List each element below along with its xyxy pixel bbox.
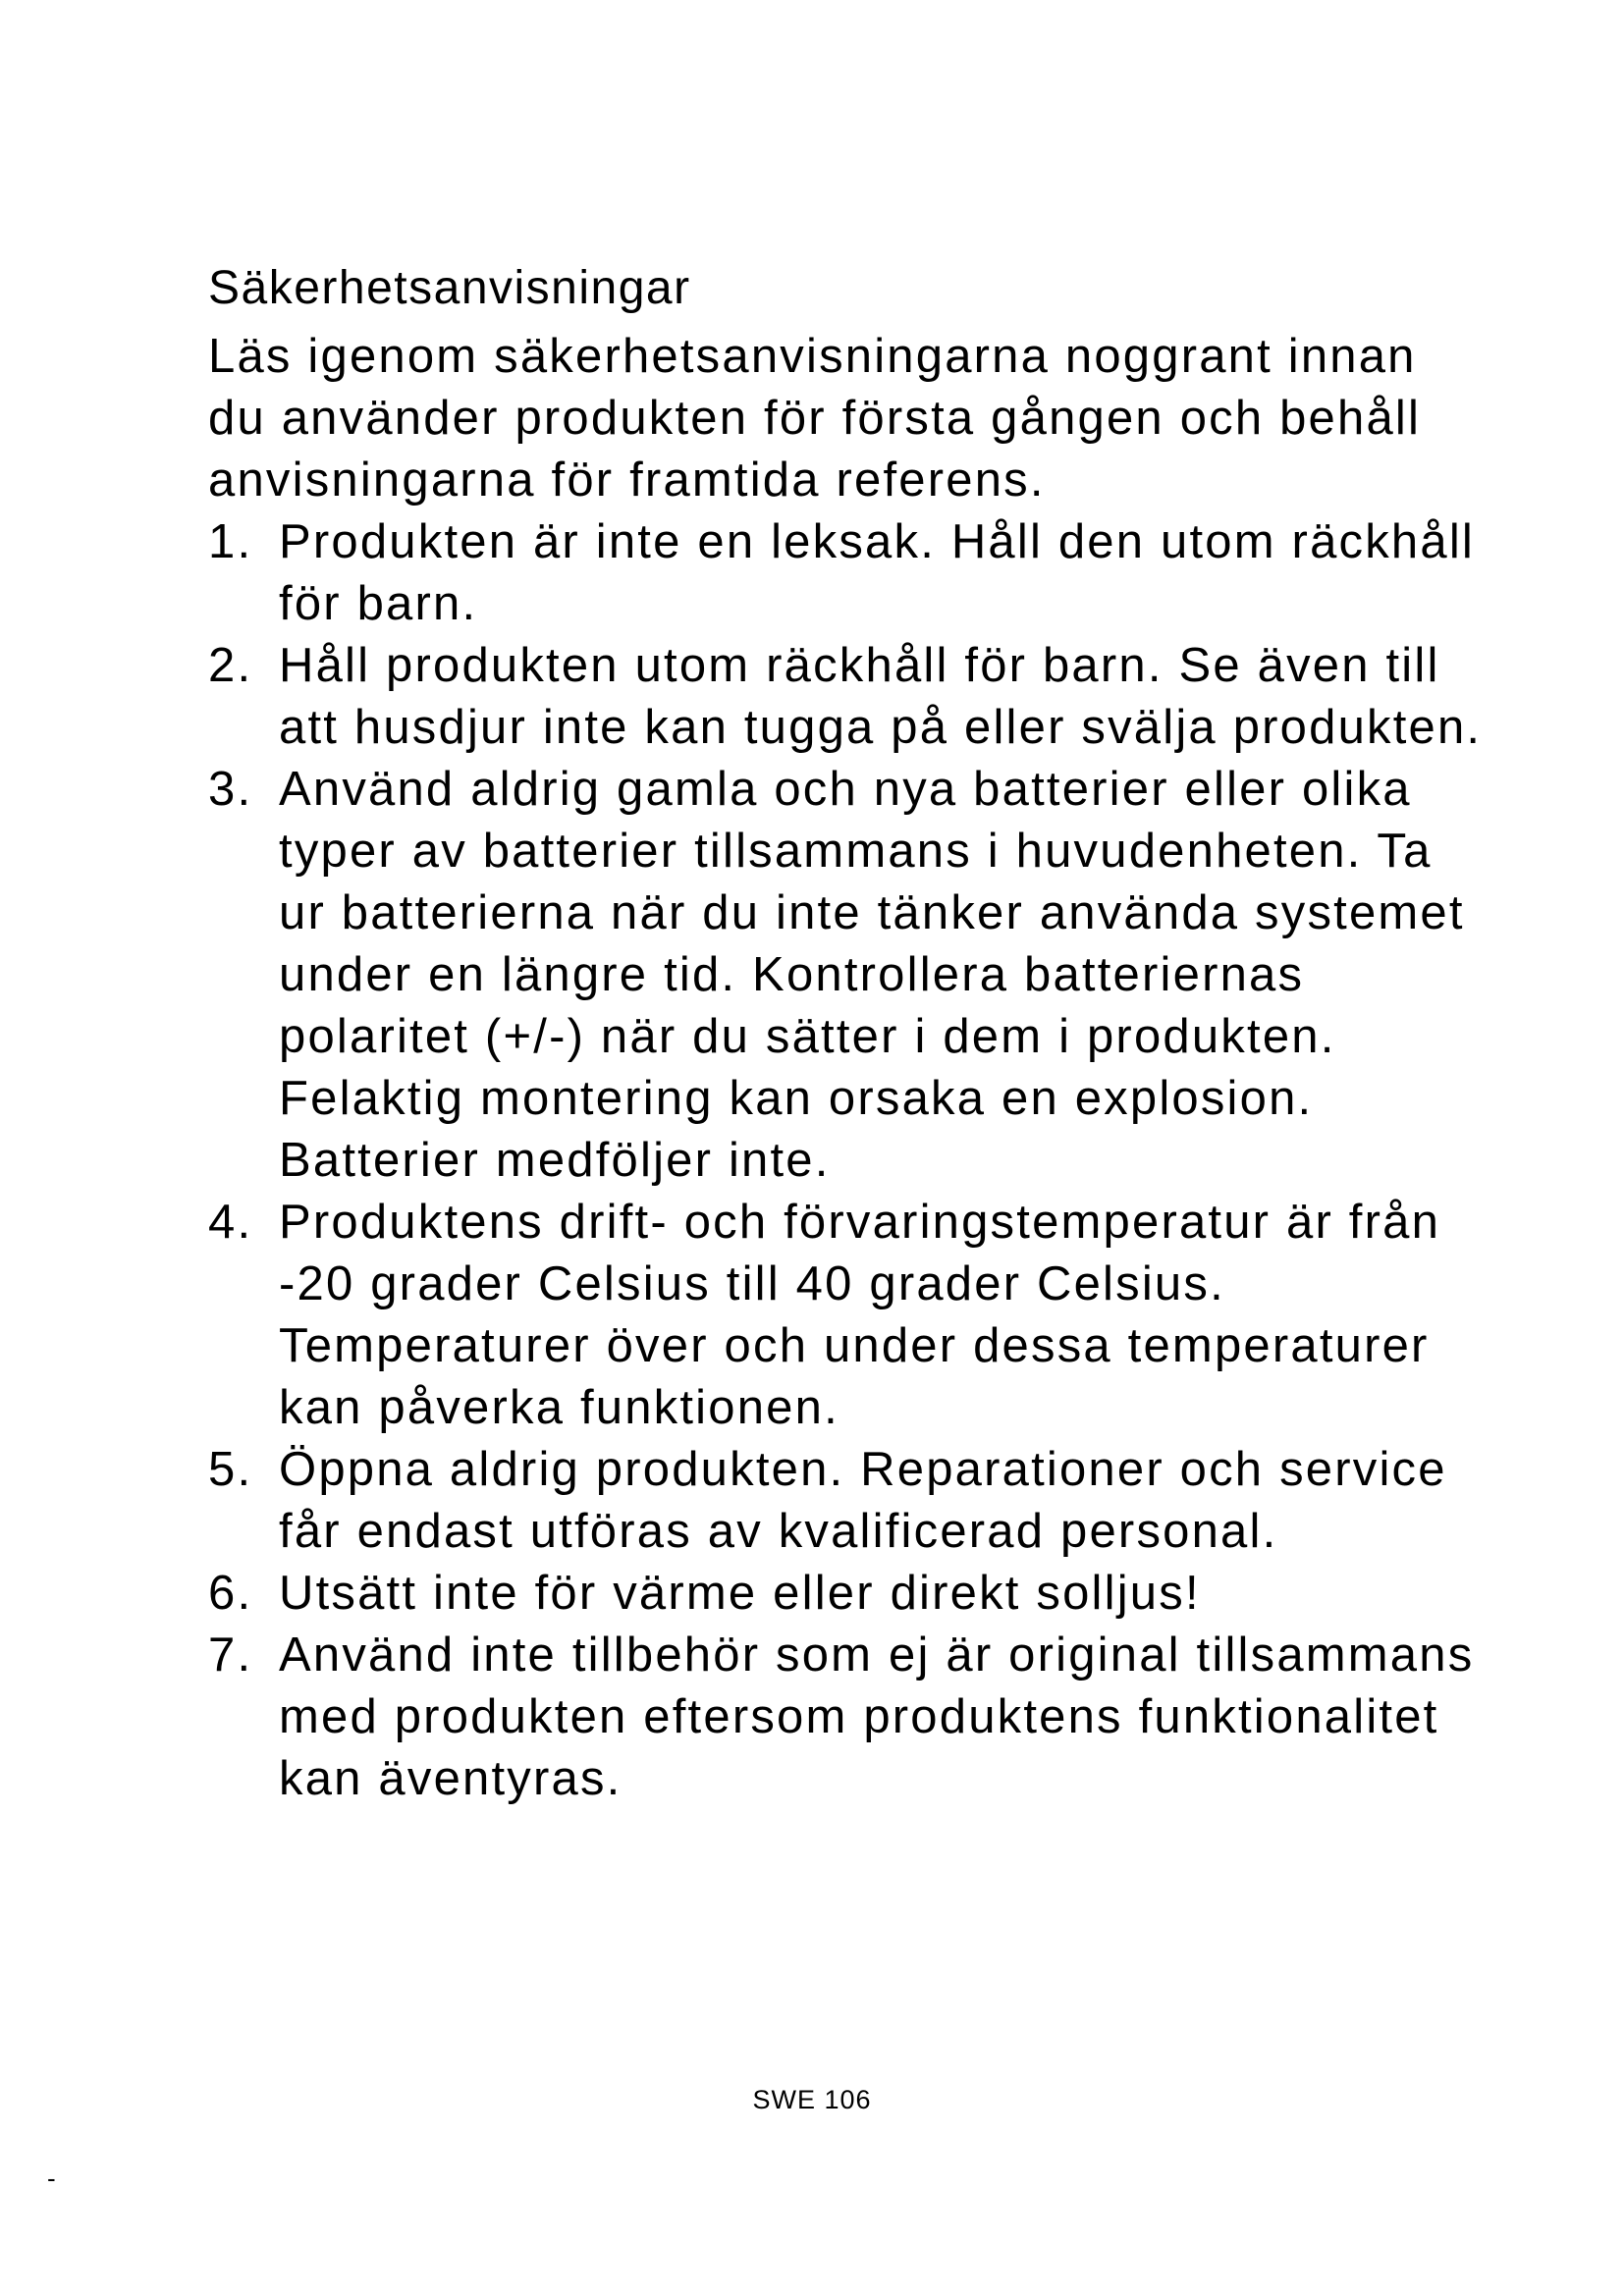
list-item <box>208 635 1485 759</box>
page-title: Säkerhetsanvisningar <box>208 262 691 314</box>
list-item <box>208 1439 1485 1563</box>
item-text: Använd inte tillbehör som ej är original tillsammans med produkten eftersom produktens funktionalitet kan äventyras. <box>279 1629 1475 1805</box>
list-item <box>208 759 1485 1192</box>
item-text: Produkten är inte en leksak. Håll den utom räckhåll för barn. <box>279 515 1476 630</box>
list-item <box>208 1625 1485 1810</box>
list-item <box>208 1563 1485 1625</box>
list-item <box>208 1192 1485 1439</box>
item-number: 7. <box>208 1629 253 1682</box>
safety-list <box>208 511 1485 1810</box>
edge-mark: - <box>47 2163 56 2193</box>
item-text: Öppna aldrig produkten. Reparationer och service får endast utföras av kvalificerad personal. <box>279 1443 1447 1558</box>
item-number: 1. <box>208 515 253 568</box>
item-number: 2. <box>208 639 253 692</box>
item-number: 5. <box>208 1443 253 1496</box>
item-number: 4. <box>208 1196 253 1249</box>
item-text: Håll produkten utom räckhåll för barn. Se även till att husdjur inte kan tugga på eller svälja produkten. <box>279 639 1483 754</box>
document-content <box>208 257 1485 1810</box>
page-number-footer: SWE 106 <box>752 2085 872 2114</box>
item-text: Utsätt inte för värme eller direkt solljus! <box>279 1567 1201 1620</box>
item-text: Använd aldrig gamla och nya batterier eller olika typer av batterier tillsammans i huvudenheten. Ta ur batterierna när du inte tänker använda systemet under en längre tid. Kontrollera batteriernas polaritet (+/-) när du sätter i dem i produkten. Felaktig montering kan orsaka en explosion. Batterier medföljer inte. <box>279 763 1465 1187</box>
item-number: 6. <box>208 1567 253 1620</box>
item-text: Produktens drift- och förvaringstemperatur är från -20 grader Celsius till 40 grader Celsius. Temperaturer över och under dessa temperaturer kan påverka funktionen. <box>279 1196 1441 1434</box>
list-item <box>208 511 1485 635</box>
item-number: 3. <box>208 763 253 816</box>
intro-paragraph: Läs igenom säkerhetsanvisningarna noggrant innan du använder produkten för första gången och behåll anvisningarna för framtida referens. <box>208 330 1422 507</box>
